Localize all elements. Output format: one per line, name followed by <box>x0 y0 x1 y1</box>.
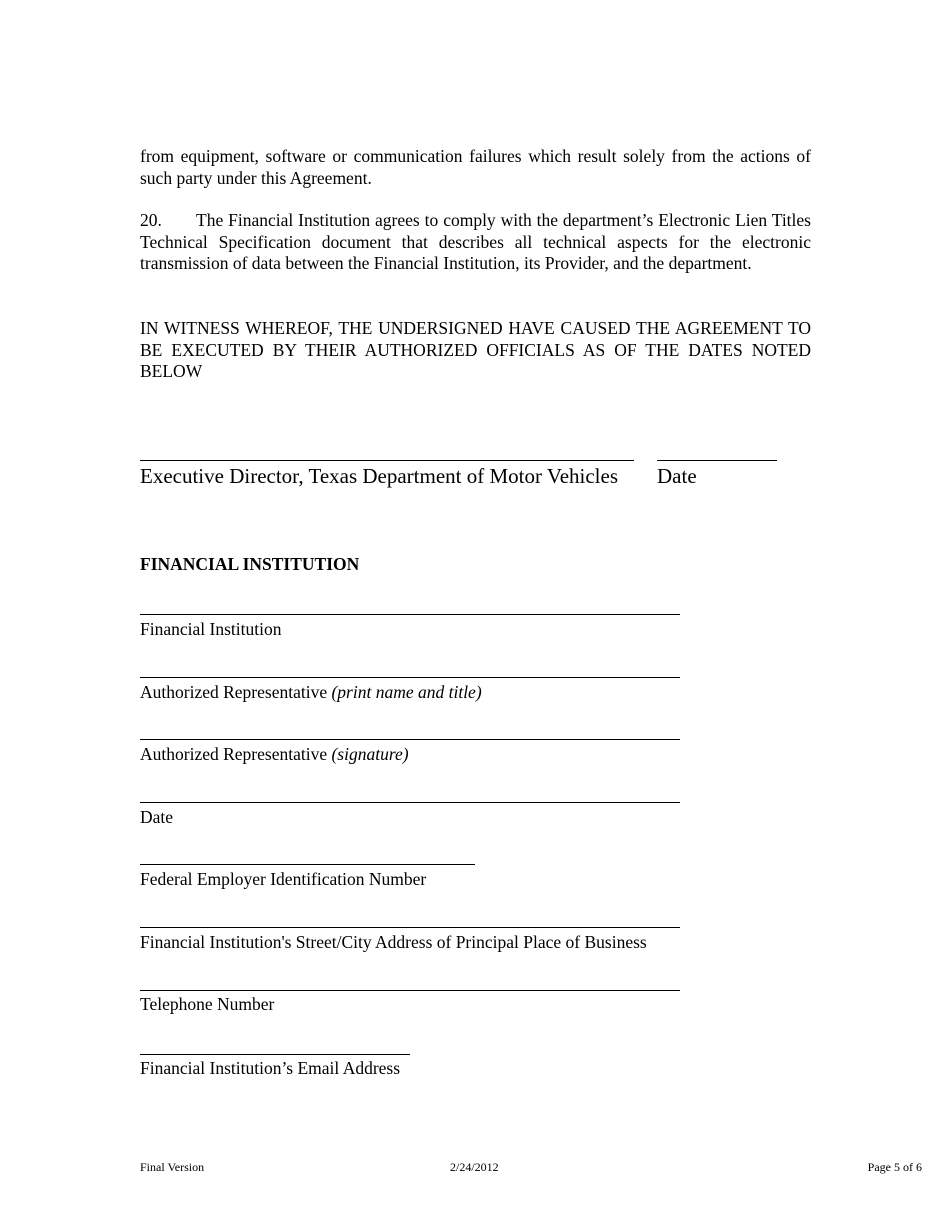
rep-signature-hint: (signature) <box>331 744 409 764</box>
clause-20-text: The Financial Institution agrees to comply with the department’s Electronic Lien Titles Technical Specification document that describes all technical aspects for the electronic transmission of data between the Financial Institution, its Provider, and the department. <box>140 210 811 274</box>
footer-version: Final Version <box>140 1160 205 1174</box>
clause-20-number: 20. <box>140 210 162 230</box>
institution-label: Financial Institution <box>140 619 282 639</box>
rep-signature-label <box>140 744 409 765</box>
rep-print-hint: (print name and title) <box>331 682 482 702</box>
telephone-label: Telephone Number <box>140 994 275 1014</box>
financial-institution-heading: FINANCIAL INSTITUTION <box>140 554 360 574</box>
rep-print-line <box>140 677 680 678</box>
telephone-line <box>140 990 680 991</box>
fein-label: Federal Employer Identification Number <box>140 869 427 889</box>
director-date-label: Date <box>657 464 697 488</box>
fein-line <box>140 864 475 865</box>
rep-signature-text: Authorized Representative <box>140 744 332 764</box>
clause-20-paragraph <box>140 210 811 275</box>
director-label: Executive Director, Texas Department of Motor Vehicles <box>140 464 619 488</box>
continuation-paragraph: from equipment, software or communication failures which result solely from the actions of such party under this Agreement. <box>140 146 811 188</box>
witness-paragraph: IN WITNESS WHEREOF, THE UNDERSIGNED HAVE CAUSED THE AGREEMENT TO BE EXECUTED BY THEIR AUTHORIZED OFFICIALS AS OF THE DATES NOTED BELOW <box>140 318 811 382</box>
address-line <box>140 927 680 928</box>
rep-print-label <box>140 682 482 703</box>
institution-line <box>140 614 680 615</box>
email-label: Financial Institution’s Email Address <box>140 1058 401 1078</box>
footer-page-number: Page 5 of 6 <box>867 1160 922 1174</box>
rep-signature-line <box>140 739 680 740</box>
address-label: Financial Institution's Street/City Address of Principal Place of Business <box>140 932 647 952</box>
fi-date-label: Date <box>140 807 174 827</box>
fi-date-line <box>140 802 680 803</box>
footer-date: 2/24/2012 <box>450 1160 499 1174</box>
director-signature-line <box>140 460 634 461</box>
email-line <box>140 1054 410 1055</box>
director-date-line <box>657 460 777 461</box>
rep-print-text: Authorized Representative <box>140 682 332 702</box>
